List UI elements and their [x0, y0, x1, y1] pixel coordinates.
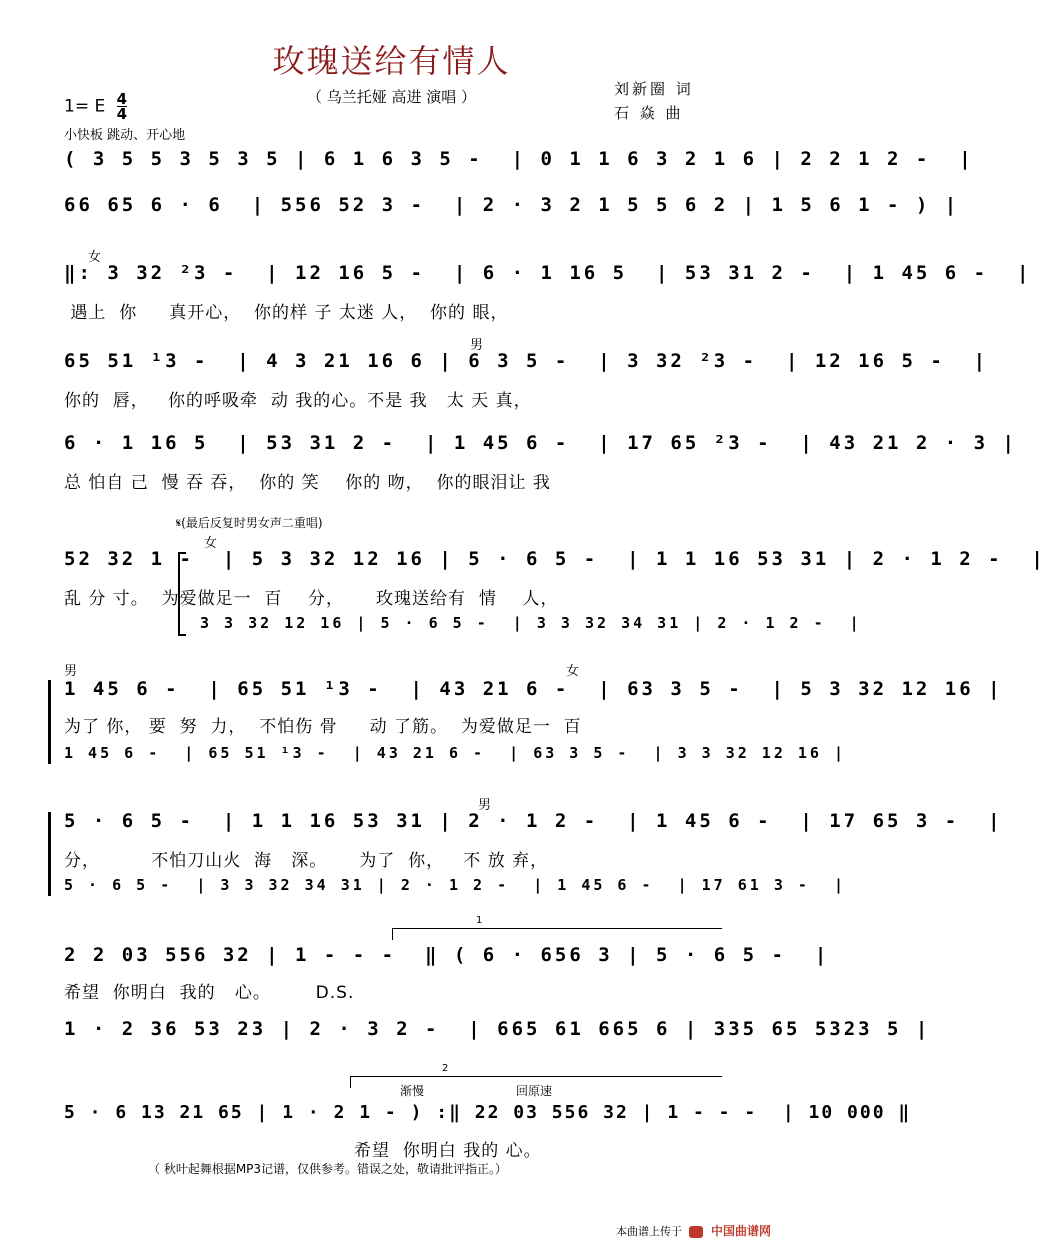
voice-label-female-2: 女 — [204, 536, 218, 551]
volta-bracket-2 — [350, 1063, 722, 1077]
volta-number-1: 1 — [476, 915, 483, 926]
score-line-7-harmony: 1 45 6 - | 65 51 ¹3 - | 43 21 6 - | 63 3 5 - | 3 3 32 12 16 | — [64, 744, 846, 762]
voice-label-male-2: 男 — [64, 664, 78, 679]
score-line-11: 5 · 6 13 21 65 | 1 · 2 1 - ) :‖ 22 03 556 32 | 1 - - - | 10 000 ‖ — [64, 1102, 912, 1123]
ritardando-mark: 渐慢 — [400, 1084, 425, 1098]
voice-label-female-3: 女 — [566, 664, 580, 679]
voice-label-male-3: 男 — [478, 798, 492, 813]
score-line-7: 1 45 6 - | 65 51 ¹3 - | 43 21 6 - | 63 3 5 - | 5 3 32 12 16 | — [64, 678, 1003, 700]
voice-label-male: 男 — [470, 338, 484, 353]
score-line-4: 65 51 ¹3 - | 4 3 21 16 6 | 6 3 5 - | 3 32 ²3 - | 12 16 5 - | — [64, 350, 989, 372]
voice-label-female: 女 — [88, 250, 102, 265]
volta-bracket-1-edge — [392, 928, 393, 940]
lyrics-line-3: 遇上 你 真开心， 你的样 子 太迷 人， 你的 眼， — [64, 303, 509, 323]
performers: （ 乌兰托娅 高进 演唱 ） — [306, 88, 477, 106]
lyrics-line-8: 分， 不怕刀山火 海 深。 为了 你， 不 放 弃， — [64, 851, 549, 871]
time-signature-top: 4 — [116, 90, 128, 108]
volta-bracket-2-edge — [350, 1076, 351, 1088]
score-line-2: 66 65 6 · 6 | 556 52 3 - | 2 · 3 2 1 5 5 6 2 | 1 5 6 1 - ) | — [64, 194, 960, 216]
score-line-6: 52 32 1 - | 5 3 32 12 16 | 5 · 6 5 - | 1 1 16 53 31 | 2 · 1 2 - | — [64, 548, 1046, 570]
system-bracket-2 — [48, 812, 51, 896]
time-signature — [117, 92, 127, 121]
lyrics-line-7: 为了 你， 要 努 力， 不怕伤 骨 动 了筋。 为爱做足一 百 — [64, 717, 582, 737]
system-brace — [178, 552, 186, 636]
lyricist-credit: 刘新圈 词 — [614, 80, 694, 98]
system-bracket — [48, 680, 51, 764]
score-line-10: 1 · 2 36 53 23 | 2 · 3 2 - | 665 61 665 6 | 335 65 5323 5 | — [64, 1018, 931, 1040]
key-text: 1= E — [64, 96, 106, 117]
score-line-5: 6 · 1 16 5 | 53 31 2 - | 1 45 6 - | 17 65 ²3 - | 43 21 2 · 3 | — [64, 432, 1017, 454]
lyrics-line-4: 你的 唇， 你的呼吸牵 动 我的心。不是 我 太 天 真， — [64, 391, 532, 411]
composer-credit: 石 焱 曲 — [614, 104, 684, 122]
volta-number-2: 2 — [442, 1063, 449, 1074]
lyrics-line-6: 乱 分 寸。 为爱做足一 百 分， 玫瑰送给有 情 人， — [64, 589, 559, 609]
lyrics-line-5: 总 怕自 己 慢 吞 吞， 你的 笑 你的 吻， 你的眼泪让 我 — [64, 473, 551, 493]
volta-bracket-1 — [392, 915, 722, 929]
site-footer — [616, 1222, 771, 1239]
score-line-9: 2 2 03 556 32 | 1 - - - ‖ ( 6 · 656 3 | 5 · 6 5 - | — [64, 944, 830, 966]
song-title: 玫瑰送给有情人 — [272, 42, 511, 80]
lyrics-line-11: 希望 你明白 我的 心。 — [354, 1141, 542, 1161]
site-logo-link[interactable]: 中国曲谱网 — [710, 1224, 771, 1238]
segno-mark: 𝄋(最后反复时男女声二重唱) — [176, 516, 323, 530]
key-signature — [64, 92, 127, 121]
score-line-6-harmony: 3 3 32 12 16 | 5 · 6 5 - | 3 3 32 34 31 | 2 · 1 2 - | — [200, 614, 862, 632]
score-line-3: ‖: 3 32 ²3 - | 12 16 5 - | 6 · 1 16 5 | 53 31 2 - | 1 45 6 - | — [64, 262, 1032, 284]
score-line-1: ( 3 5 5 3 5 3 5 | 6 1 6 3 5 - | 0 1 1 6 3 2 1 6 | 2 2 1 2 - | — [64, 148, 974, 170]
score-line-8-harmony: 5 · 6 5 - | 3 3 32 34 31 | 2 · 1 2 - | 1 45 6 - | 17 61 3 - | — [64, 876, 846, 894]
site-logo-icon — [689, 1226, 703, 1238]
lyrics-line-9: 希望 你明白 我的 心。 D.S. — [64, 983, 355, 1003]
a-tempo-mark: 回原速 — [516, 1084, 553, 1098]
score-line-8: 5 · 6 5 - | 1 1 16 53 31 | 2 · 1 2 - | 1 45 6 - | 17 65 3 - | — [64, 810, 1003, 832]
time-signature-bottom: 4 — [116, 105, 128, 123]
footer-text: 本曲谱上传于 — [615, 1225, 682, 1238]
tempo-marking: 小快板 跳动、开心地 — [64, 128, 186, 143]
footnote: （ 秋叶起舞根据MP3记谱，仅供参考。错误之处，敬请批评指正。） — [148, 1162, 508, 1176]
